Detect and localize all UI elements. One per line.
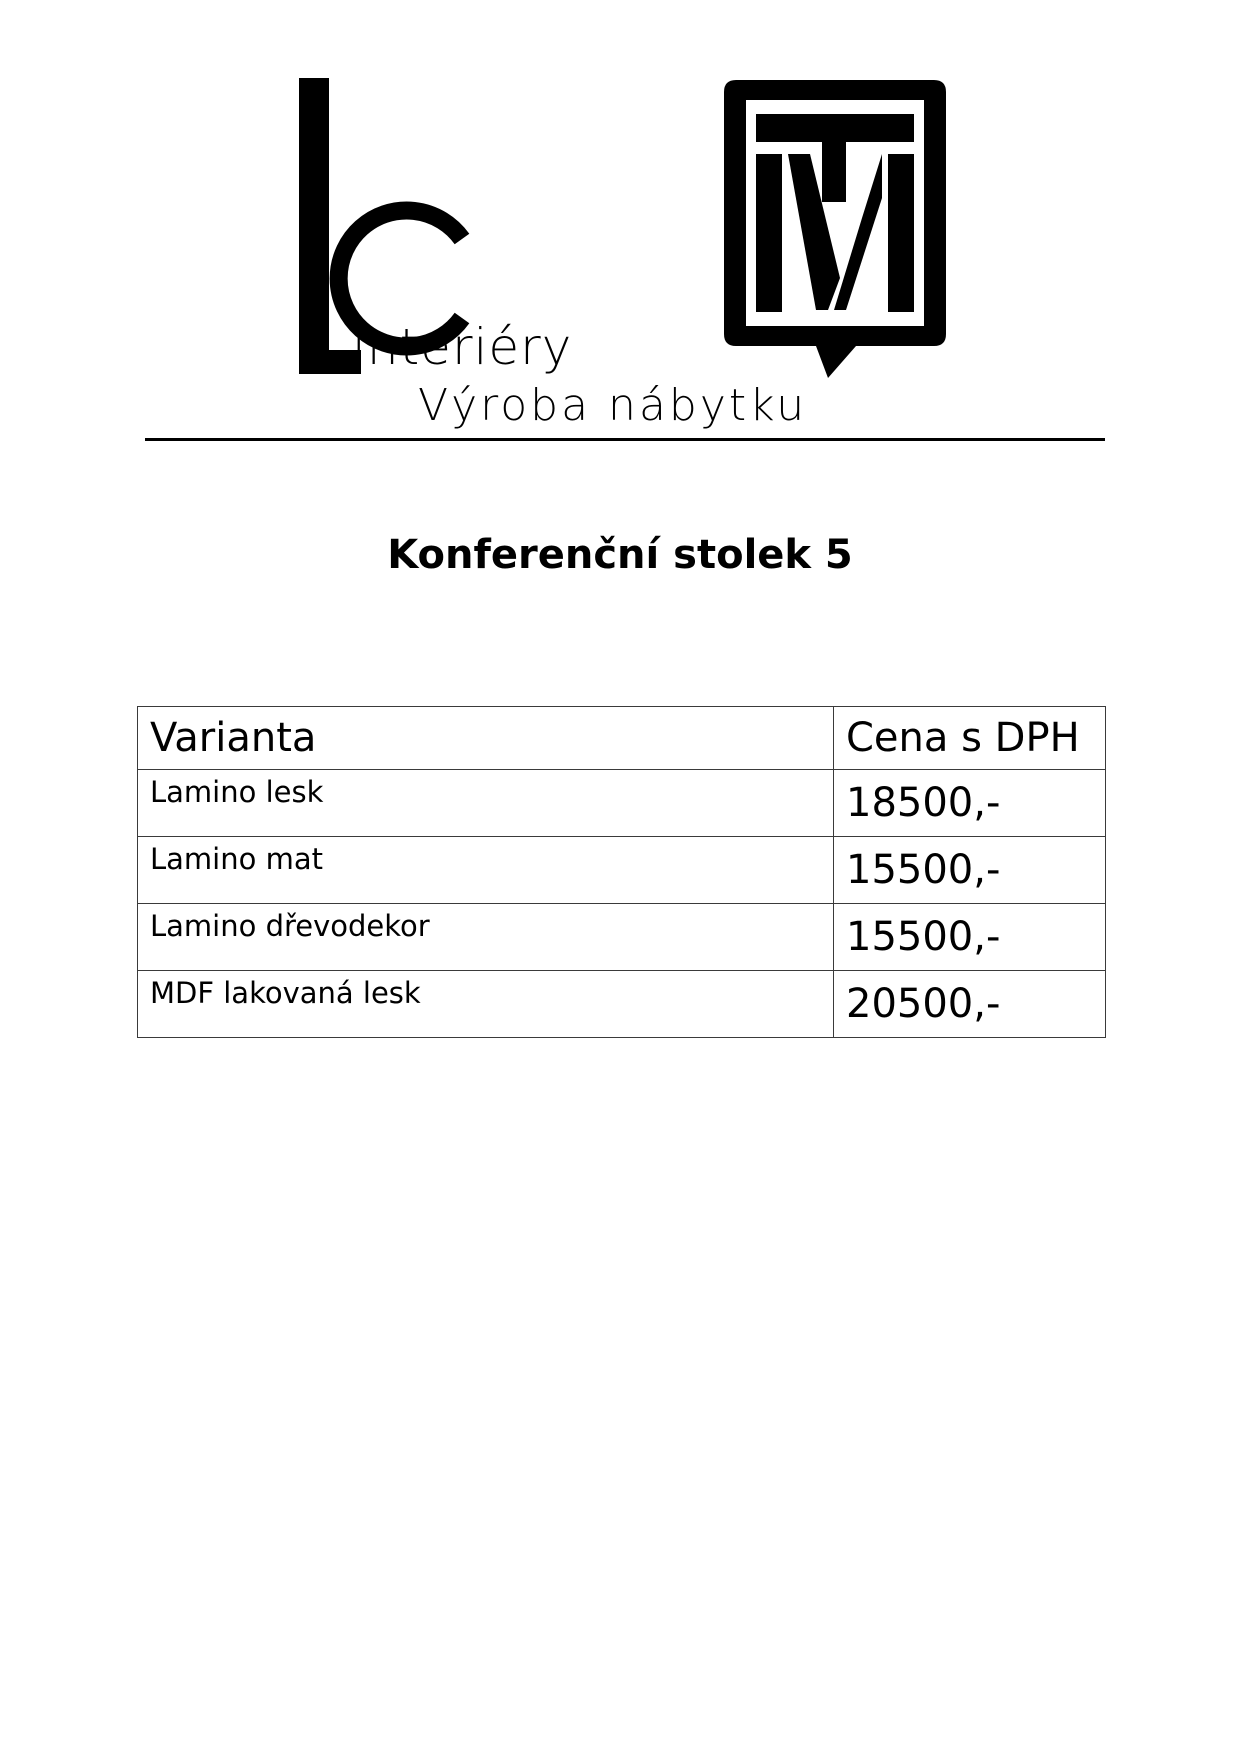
variant-cell: Lamino mat: [138, 837, 834, 904]
tm-logo-m-right-stem: [888, 154, 914, 312]
price-cell: 20500,-: [834, 971, 1106, 1038]
table-header-row: [138, 707, 1106, 770]
column-header-price: Cena s DPH: [834, 707, 1106, 770]
lc-logo-word: interiéry: [352, 318, 573, 376]
price-cell: 15500,-: [834, 837, 1106, 904]
table-row: [138, 904, 1106, 971]
table-row: [138, 837, 1106, 904]
tm-monogram-logo: [722, 78, 948, 388]
lc-logo-l-stem: [299, 78, 329, 374]
table-row: [138, 770, 1106, 837]
column-header-variant: Varianta: [138, 707, 834, 770]
document-title: Konferenční stolek 5: [387, 532, 853, 578]
header-divider: [145, 438, 1105, 441]
price-table: [137, 706, 1106, 1038]
tm-logo-t-bar: [756, 114, 914, 142]
table-row: [138, 971, 1106, 1038]
lc-logo-tagline: Výroba nábytku: [418, 380, 808, 431]
variant-cell: Lamino lesk: [138, 770, 834, 837]
price-cell: 18500,-: [834, 770, 1106, 837]
tm-logo-m-left-stem: [756, 154, 782, 312]
price-cell: 15500,-: [834, 904, 1106, 971]
variant-cell: Lamino dřevodekor: [138, 904, 834, 971]
variant-cell: MDF lakovaná lesk: [138, 971, 834, 1038]
tm-logo-t-stem: [822, 142, 846, 202]
